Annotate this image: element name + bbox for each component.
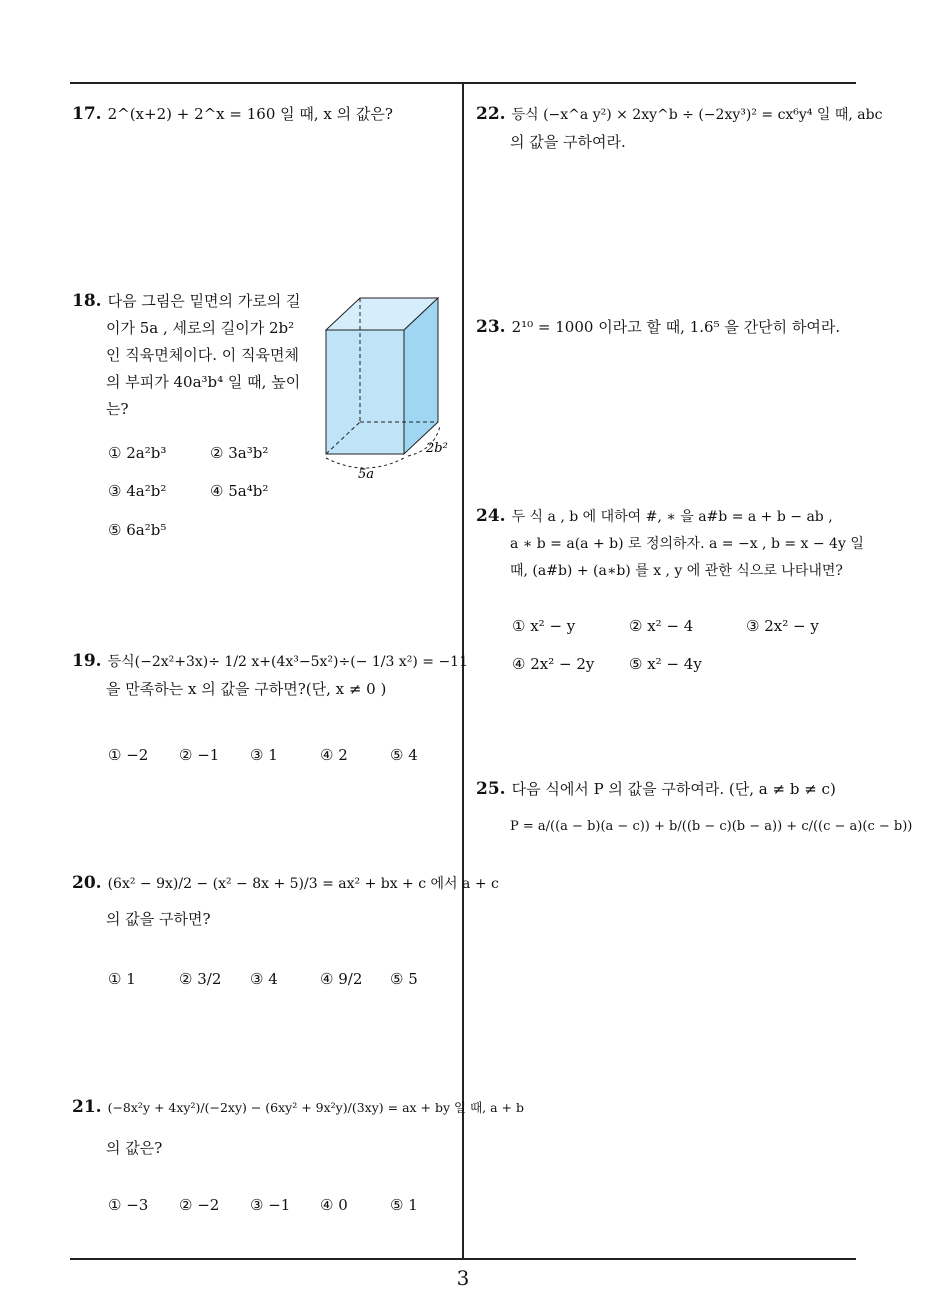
choice-4[interactable]: ④ 0 (320, 1196, 348, 1214)
page-number: 3 (456, 1266, 470, 1290)
choice-4[interactable]: ④ 2 (320, 746, 348, 764)
question-line: 의 부피가 40a³b⁴ 일 때, 높이 (106, 373, 301, 391)
choice-1[interactable]: ① 1 (108, 970, 136, 988)
question-line: P = a/((a − b)(a − c)) + b/((b − c)(b − a)) + c/((c − a)(c − b)) (510, 819, 913, 834)
question-line: 는? (106, 400, 129, 418)
question-line: 인 직육면체이다. 이 직육면체 (106, 346, 299, 364)
choice-3[interactable]: ③ 2x² − y (746, 617, 819, 635)
question-line: 두 식 a , b 에 대하여 #, ∗ 을 a#b = a + b − ab , (511, 509, 833, 525)
depth-label: 2b² (426, 441, 448, 456)
question-line: 등식 (−x^a y²) × 2xy^b ÷ (−2xy³)² = cx⁶y⁴ 일 때, abc (511, 107, 883, 123)
choice-1[interactable]: ① x² − y (512, 617, 576, 635)
question-line: 의 값을 구하면? (106, 910, 211, 928)
question-number: 21. (72, 1097, 102, 1117)
choice-5[interactable]: ⑤ x² − 4y (629, 655, 702, 673)
question-number: 22. (476, 104, 506, 124)
choice-2[interactable]: ② 3a³b² (210, 444, 269, 462)
choice-3[interactable]: ③ 1 (250, 746, 278, 764)
question-line: 을 만족하는 x 의 값을 구하면?(단, x ≠ 0 ) (106, 680, 387, 698)
question-text: 2^(x+2) + 2^x = 160 일 때, x 의 값은? (107, 105, 393, 123)
question-21 (72, 1094, 524, 1162)
choice-3[interactable]: ③ −1 (250, 1196, 291, 1214)
choice-2[interactable]: ② −2 (179, 1196, 220, 1214)
choice-4[interactable]: ④ 2x² − 2y (512, 655, 595, 673)
question-number: 20. (72, 873, 102, 893)
question-line: 이가 5a , 세로의 길이가 2b² (106, 319, 295, 337)
question-23 (476, 314, 840, 341)
choice-3[interactable]: ③ 4a²b² (108, 482, 167, 500)
question-18 (72, 288, 312, 423)
choice-5[interactable]: ⑤ 4 (390, 746, 418, 764)
question-number: 17. (72, 104, 102, 124)
question-line: (6x² − 9x)/2 − (x² − 8x + 5)/3 = ax² + bx + c 에서 a + c (107, 876, 499, 892)
choice-2[interactable]: ② −1 (179, 746, 220, 764)
bottom-rule (70, 1258, 856, 1260)
question-line: 의 값은? (106, 1139, 163, 1157)
question-line: 다음 식에서 P 의 값을 구하여라. (단, a ≠ b ≠ c) (511, 780, 836, 798)
cuboid-figure (318, 290, 458, 490)
question-17 (72, 101, 393, 128)
question-line: 의 값을 구하여라. (510, 133, 626, 151)
question-line: 등식(−2x²+3x)÷ 1/2 x+(4x³−5x²)÷(− 1/3 x²) = −11 (107, 654, 469, 670)
question-line: 때, (a#b) + (a∗b) 를 x , y 에 관한 식으로 나타내면? (510, 563, 843, 579)
choice-1[interactable]: ① −3 (108, 1196, 149, 1214)
choice-4[interactable]: ④ 5a⁴b² (210, 482, 269, 500)
choice-2[interactable]: ② x² − 4 (629, 617, 694, 635)
question-line: 다음 그림은 밑면의 가로의 길 (107, 292, 301, 310)
question-line: (−8x²y + 4xy²)/(−2xy) − (6xy² + 9x²y)/(3xy) = ax + by 일 때, a + b (107, 1100, 524, 1115)
choice-1[interactable]: ① −2 (108, 746, 149, 764)
choice-2[interactable]: ② 3/2 (179, 970, 222, 988)
question-number: 23. (476, 317, 506, 337)
question-text: 2¹⁰ = 1000 이라고 할 때, 1.6⁵ 을 간단히 하여라. (511, 318, 841, 336)
choice-5[interactable]: ⑤ 6a²b⁵ (108, 521, 167, 539)
question-25 (476, 776, 912, 840)
choice-3[interactable]: ③ 4 (250, 970, 278, 988)
question-22 (476, 101, 882, 156)
width-label: 5a (358, 467, 375, 482)
question-20 (72, 870, 499, 933)
choice-5[interactable]: ⑤ 1 (390, 1196, 418, 1214)
choice-1[interactable]: ① 2a²b³ (108, 444, 167, 462)
question-line: a ∗ b = a(a + b) 로 정의하자. a = −x , b = x − 4y 일 (510, 536, 864, 552)
question-number: 18. (72, 291, 102, 311)
question-19 (72, 648, 468, 703)
question-number: 25. (476, 779, 506, 799)
choice-5[interactable]: ⑤ 5 (390, 970, 418, 988)
question-24 (476, 503, 864, 585)
question-number: 24. (476, 506, 506, 526)
question-number: 19. (72, 651, 102, 671)
choice-4[interactable]: ④ 9/2 (320, 970, 363, 988)
